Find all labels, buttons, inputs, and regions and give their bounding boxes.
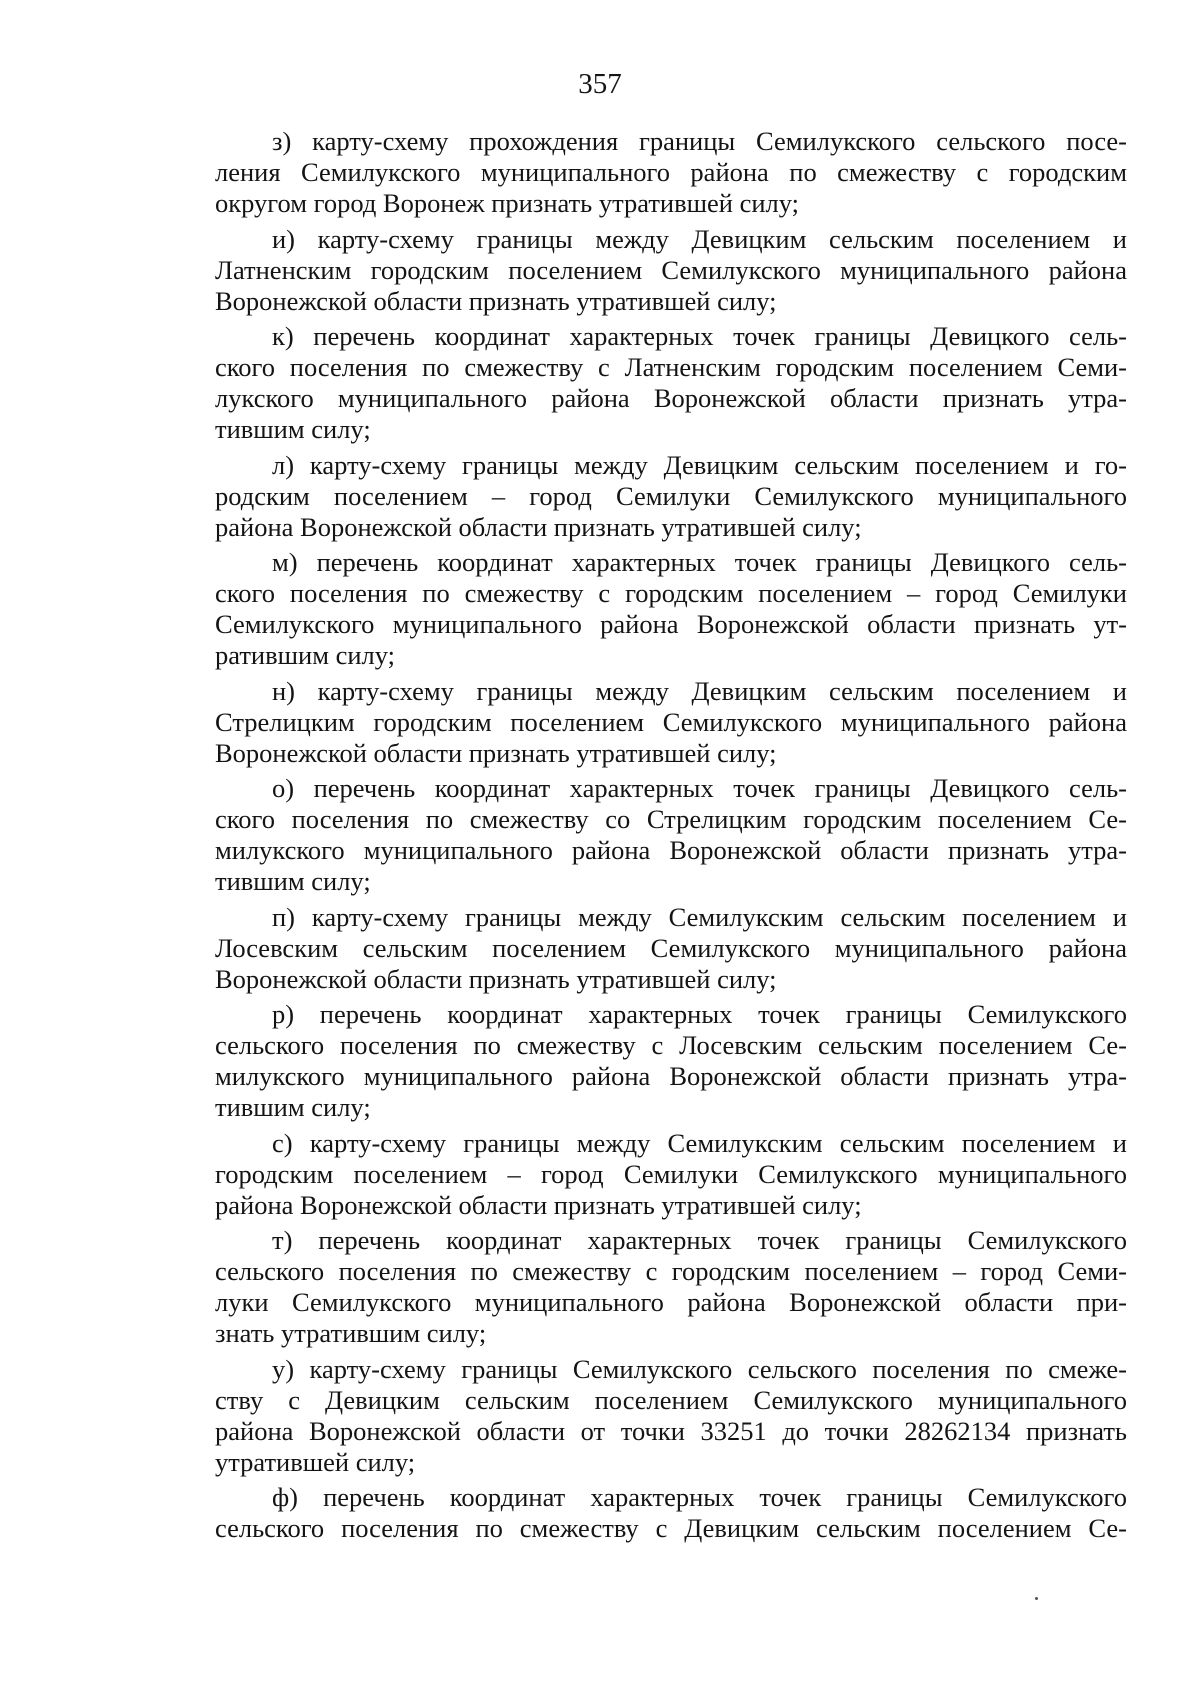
paragraph-line: р) перечень координат характерных точек границы Семилукского xyxy=(272,999,1127,1029)
paragraph-line: ратившим силу; xyxy=(215,640,396,670)
paragraph-line: лукского муниципального района Воронежской области признать утра- xyxy=(215,383,1127,413)
paragraph xyxy=(215,1482,1127,1544)
paragraph-line: о) перечень координат характерных точек границы Девицкого сель- xyxy=(272,773,1127,803)
paragraph-line: тившим силу; xyxy=(215,866,371,896)
paragraph xyxy=(215,547,1127,671)
paragraph xyxy=(215,126,1127,219)
paragraph-line: у) карту-схему границы Семилукского сельского поселения по смеже- xyxy=(272,1353,1127,1384)
paragraph xyxy=(215,676,1127,769)
paragraph-line: родским поселением – город Семилуки Семилукского муниципального xyxy=(215,480,1127,511)
paragraph-line: ского поселения по смежеству с городским поселением – город Семилуки xyxy=(215,578,1127,608)
paragraph xyxy=(215,1225,1127,1349)
paragraph xyxy=(215,1128,1127,1221)
paragraph-line: Воронежской области признать утратившей силу; xyxy=(215,285,777,316)
paragraph xyxy=(215,773,1127,897)
paragraph-line: н) карту-схему границы между Девицким сельским поселением и xyxy=(272,675,1127,706)
paragraph xyxy=(215,902,1127,995)
paragraph-line: м) перечень координат характерных точек границы Девицкого сель- xyxy=(272,547,1127,577)
paragraph-line: ского поселения по смежеству со Стрелицким городским поселением Се- xyxy=(215,804,1127,834)
paragraph-line: Воронежской области признать утратившей силу; xyxy=(215,737,777,768)
paragraph xyxy=(215,1354,1127,1478)
paragraph-line: ления Семилукского муниципального района по смежеству с городским xyxy=(215,157,1127,187)
paragraph xyxy=(215,999,1127,1123)
paragraph-line: тившим силу; xyxy=(215,1092,371,1122)
paragraph-line: тившим силу; xyxy=(215,414,371,444)
paragraph-line: к) перечень координат характерных точек границы Девицкого сель- xyxy=(272,321,1127,351)
paragraph xyxy=(215,450,1127,543)
paragraph-line: сельского поселения по смежеству с Лосевским сельским поселением Се- xyxy=(215,1030,1127,1060)
paragraph-line: милукского муниципального района Воронежской области признать утра- xyxy=(215,835,1127,865)
paragraph-line: городским поселением – город Семилуки Семилукского муниципального xyxy=(215,1158,1127,1189)
paragraph-line: Семилукского муниципального района Воронежской области признать ут- xyxy=(215,609,1127,639)
paragraph-line: района Воронежской области от точки 33251 до точки 28262134 признать xyxy=(215,1415,1127,1446)
paragraph-line: милукского муниципального района Воронежской области признать утра- xyxy=(215,1061,1127,1091)
document-body xyxy=(215,126,1127,1549)
paragraph-line: т) перечень координат характерных точек границы Семилукского xyxy=(272,1225,1127,1255)
paragraph-line: и) карту-схему границы между Девицким сельским поселением и xyxy=(272,223,1127,254)
paragraph-line: Лосевским сельским поселением Семилукского муниципального района xyxy=(215,932,1127,963)
paragraph-line: знать утратившим силу; xyxy=(215,1318,487,1348)
paragraph xyxy=(215,321,1127,445)
paragraph-line: района Воронежской области признать утратившей силу; xyxy=(215,511,862,542)
paragraph-line: л) карту-схему границы между Девицким сельским поселением и го- xyxy=(272,449,1127,480)
paragraph-line: с) карту-схему границы между Семилукским сельским поселением и xyxy=(272,1127,1127,1158)
paragraph-line: ского поселения по смежеству с Латненским городским поселением Семи- xyxy=(215,352,1127,382)
paragraph-line: луки Семилукского муниципального района Воронежской области при- xyxy=(215,1287,1127,1317)
paragraph-line: п) карту-схему границы между Семилукским сельским поселением и xyxy=(272,901,1127,932)
paragraph-line: округом город Воронеж признать утратившей силу; xyxy=(215,188,800,218)
page-number: 357 xyxy=(578,68,622,100)
paragraph-line: района Воронежской области признать утратившей силу; xyxy=(215,1189,862,1220)
paragraph-line: Латненским городским поселением Семилукского муниципального района xyxy=(215,254,1127,285)
paragraph xyxy=(215,224,1127,317)
paragraph-line: сельского поселения по смежеству с Девицким сельским поселением Се- xyxy=(215,1513,1127,1543)
paragraph-line: утратившей силу; xyxy=(215,1446,416,1477)
scan-artifact-dot xyxy=(1035,1597,1038,1600)
paragraph-line: ф) перечень координат характерных точек границы Семилукского xyxy=(272,1482,1127,1512)
paragraph-line: ству с Девицким сельским поселением Семилукского муниципального xyxy=(215,1384,1127,1415)
paragraph-line: з) карту-схему прохождения границы Семилукского сельского посе- xyxy=(272,126,1127,156)
paragraph-line: сельского поселения по смежеству с городским поселением – город Семи- xyxy=(215,1256,1127,1286)
paragraph-line: Стрелицким городским поселением Семилукского муниципального района xyxy=(215,706,1127,737)
paragraph-line: Воронежской области признать утратившей силу; xyxy=(215,963,777,994)
